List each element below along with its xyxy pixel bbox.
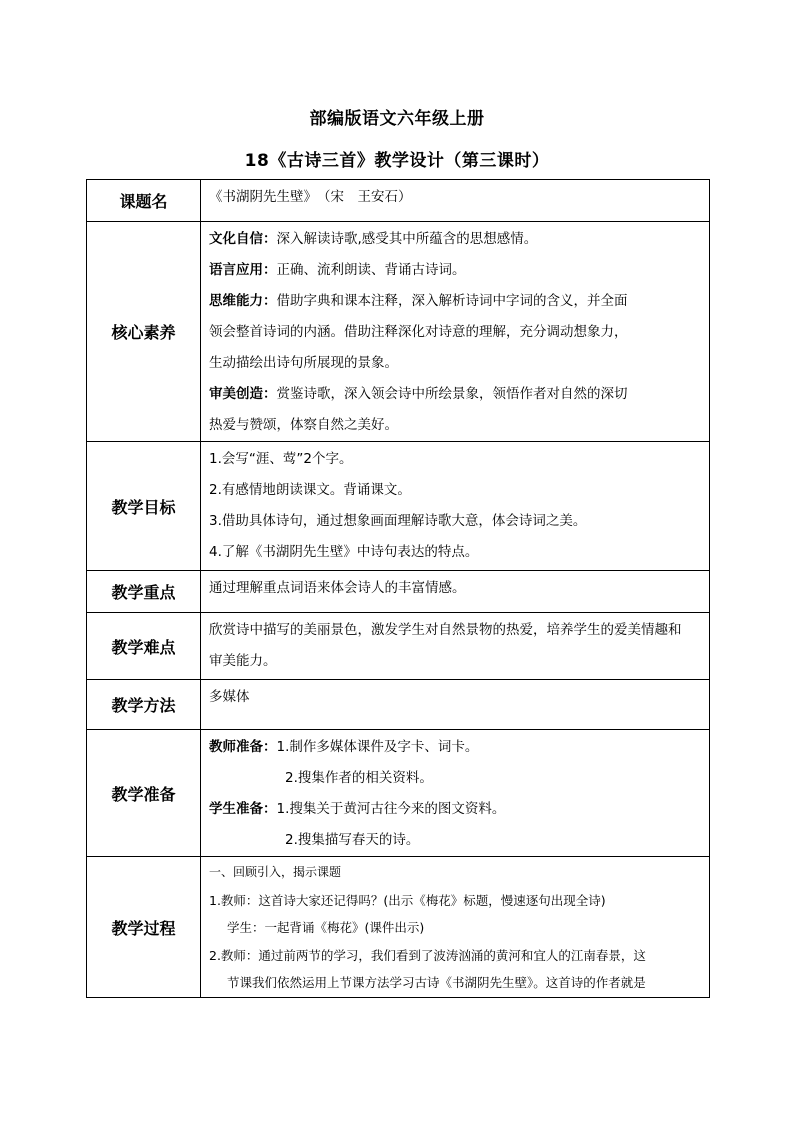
culture-label: 文化自信：: [209, 231, 277, 247]
teacher-prep-item: 1.制作多媒体课件及字卡、词卡。: [276, 739, 479, 755]
process-content: [201, 857, 710, 998]
literacy-language-line: [209, 255, 703, 286]
goal-item: 1.会写“涯、莺”2个字。: [209, 451, 353, 467]
topic-content: [201, 180, 710, 222]
preparation-content: [201, 730, 710, 857]
methods-label: 教学方法: [87, 680, 201, 730]
literacy-thinking-line-1: [209, 286, 703, 317]
difficulties-content: [201, 613, 710, 680]
literacy-content: [201, 222, 710, 442]
aesthetic-text-2: 热爱与赞颂，体察自然之美好。: [209, 417, 398, 433]
methods-text: 多媒体: [209, 689, 250, 705]
row-difficulties: [87, 613, 710, 680]
teacher-prep-label: 教师准备：: [209, 739, 277, 755]
row-process: [87, 857, 710, 998]
aesthetic-label: 审美创造：: [209, 386, 277, 402]
thinking-text-2: 领会整首诗词的内涵。借助注释深化对诗意的理解，充分调动想象力，: [209, 324, 628, 340]
goal-item: 3.借助具体诗句，通过想象画面理解诗歌大意，体会诗词之美。: [209, 513, 587, 529]
row-methods: [87, 680, 710, 730]
goals-label: 教学目标: [87, 442, 201, 571]
language-label: 语言应用：: [209, 262, 277, 278]
key-points-label: 教学重点: [87, 571, 201, 613]
aesthetic-text-1: 赏鉴诗歌，深入领会诗中所绘景象，领悟作者对自然的深切: [276, 386, 628, 402]
literacy-label: 核心素养: [87, 222, 201, 442]
literacy-culture-line: [209, 224, 703, 255]
difficulties-text-2: 审美能力。: [209, 653, 277, 669]
topic-label: 课题名: [87, 180, 201, 222]
topic-text: 《书湖阴先生壁》 （宋 王安石）: [209, 189, 412, 205]
student-prep-item: 2.搜集描写春天的诗。: [285, 832, 420, 848]
difficulties-label: 教学难点: [87, 613, 201, 680]
goal-item: 2.有感情地朗读课文。背诵课文。: [209, 482, 411, 498]
thinking-label: 思维能力：: [209, 293, 277, 309]
key-points-content: [201, 571, 710, 613]
key-points-text: 通过理解重点词语来体会诗人的丰富情感。: [209, 580, 466, 596]
student-prep-label: 学生准备：: [209, 801, 277, 817]
process-label: 教学过程: [87, 857, 201, 998]
culture-text: 深入解读诗歌,感受其中所蕴含的思想感情。: [276, 231, 538, 247]
language-text: 正确、流利朗读、背诵古诗词。: [276, 262, 466, 278]
process-line: 学生：一起背诵《梅花》(课件出示): [227, 920, 425, 935]
goal-item: 4.了解《书湖阴先生壁》中诗句表达的特点。: [209, 544, 479, 560]
literacy-aesthetic-line-1: [209, 379, 703, 410]
row-core-literacy: [87, 222, 710, 442]
methods-content: [201, 680, 710, 730]
goals-content: [201, 442, 710, 571]
process-line: 2.教师：通过前两节的学习，我们看到了波涛汹涌的黄河和宜人的江南春景，这: [209, 947, 646, 963]
student-prep-line-1: [209, 794, 703, 825]
teacher-prep-line-1: [209, 732, 703, 763]
process-line: 一、回顾引入，揭示课题: [209, 865, 342, 879]
row-preparation: [87, 730, 710, 857]
process-line: 节课我们依然运用上节课方法学习古诗《书湖阴先生壁》。这首诗的作者就是: [227, 975, 646, 990]
thinking-text-1: 借助字典和课本注释，深入解析诗词中字词的含义，并全面: [276, 293, 628, 309]
row-goals: [87, 442, 710, 571]
teacher-prep-item: 2.搜集作者的相关资料。: [285, 770, 433, 786]
document-subtitle: 18《古诗三首》教学设计（第三课时）: [244, 151, 550, 171]
lesson-plan-table: [86, 179, 710, 998]
document-title: 部编版语文六年级上册: [309, 109, 485, 129]
preparation-label: 教学准备: [87, 730, 201, 857]
process-line: 1.教师：这首诗大家还记得吗？(出示《梅花》标题，慢速逐句出现全诗): [209, 892, 606, 908]
row-key-points: [87, 571, 710, 613]
difficulties-text-1: 欣赏诗中描写的美丽景色，激发学生对自然景物的热爱，培养学生的爱美情趣和: [209, 622, 682, 638]
student-prep-item: 1.搜集关于黄河古往今来的图文资料。: [276, 801, 506, 817]
thinking-text-3: 生动描绘出诗句所展现的景象。: [209, 355, 398, 371]
row-topic: [87, 180, 710, 222]
